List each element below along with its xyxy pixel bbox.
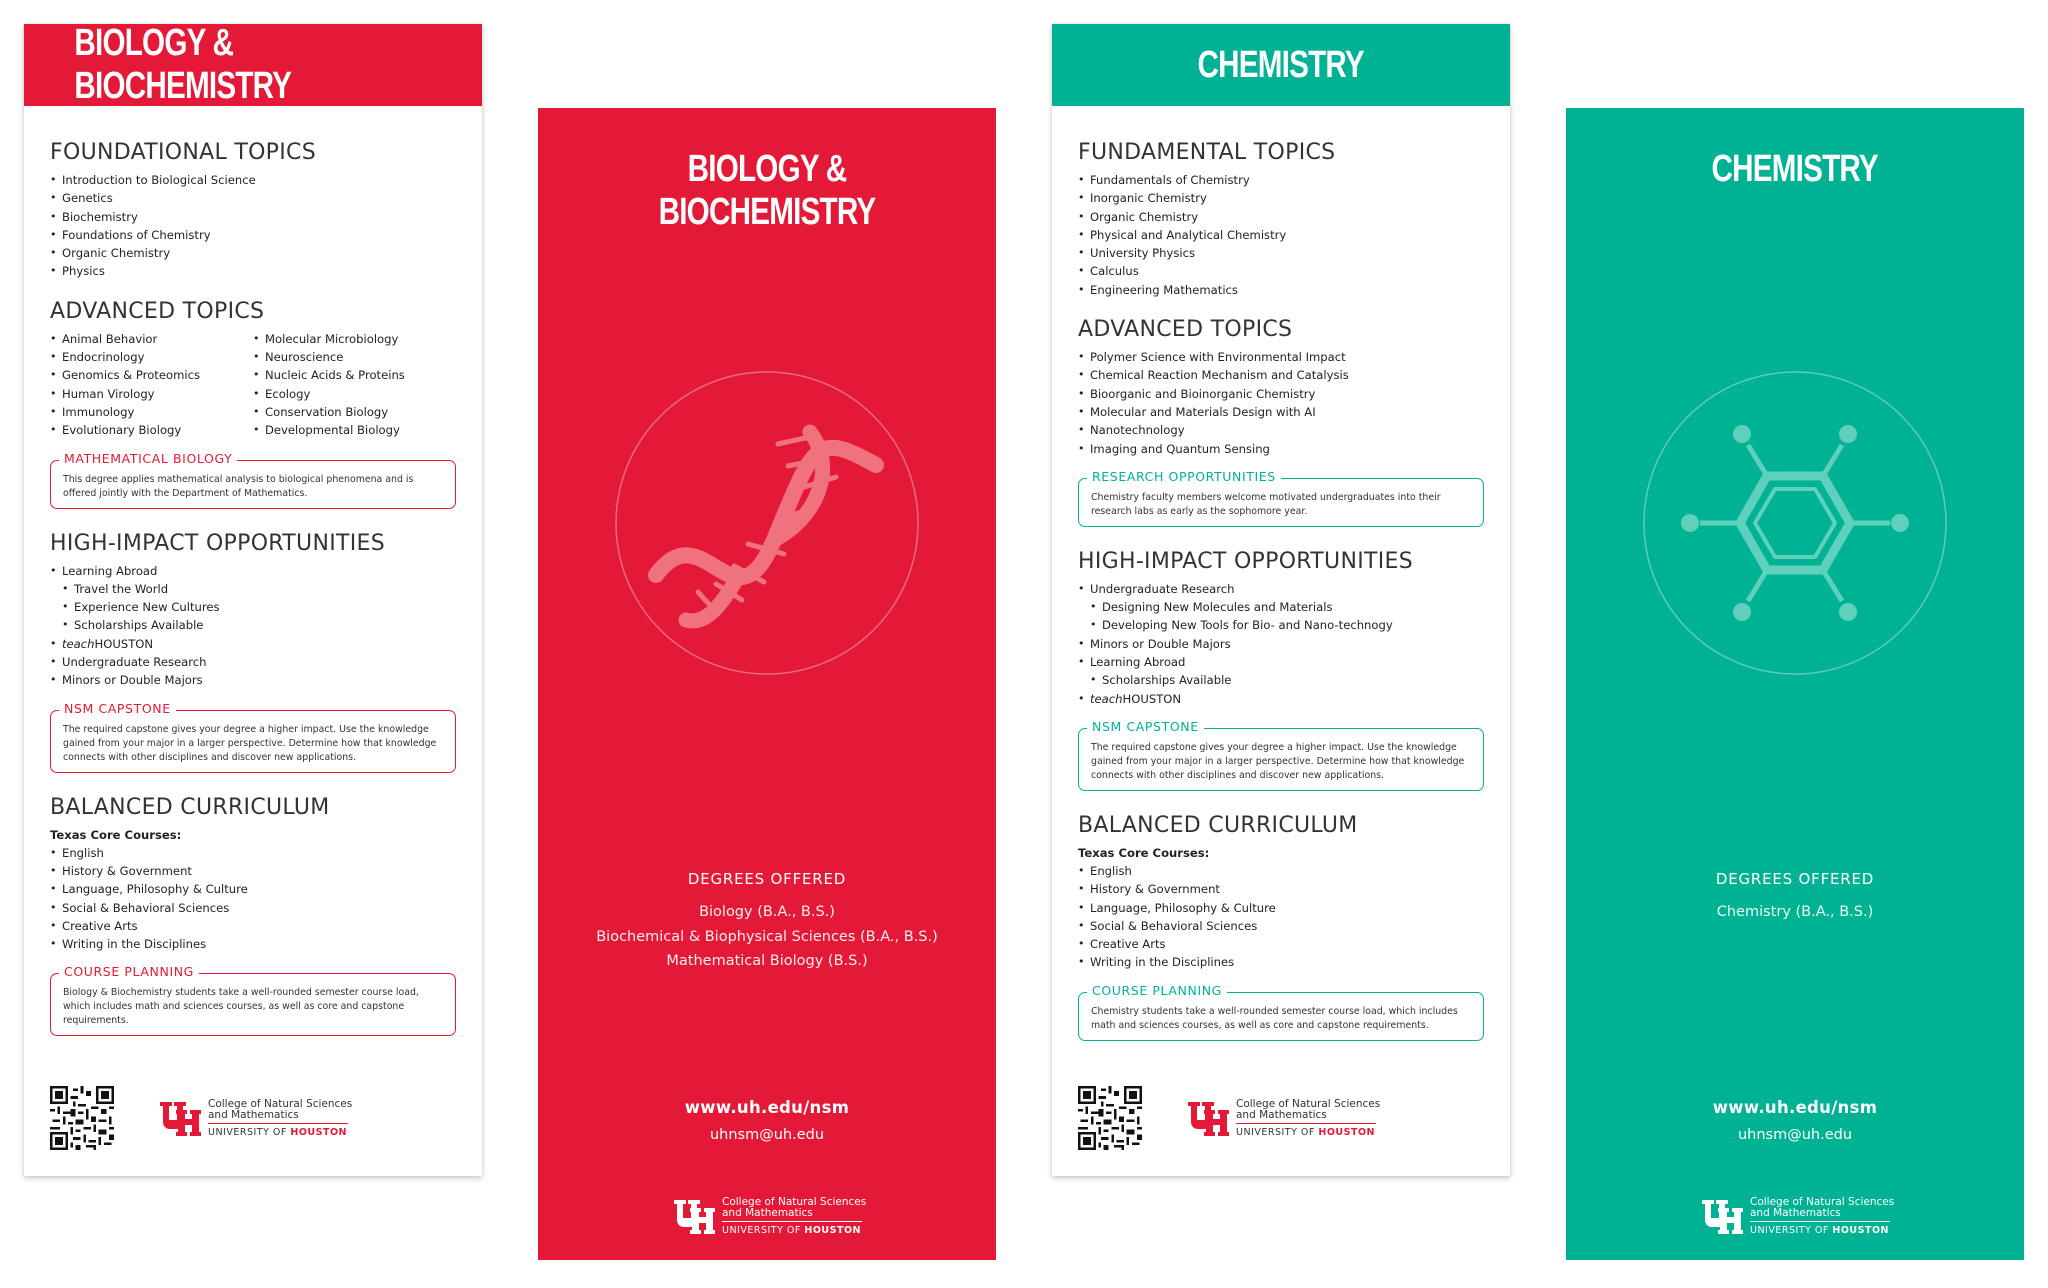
logo-line1: College of Natural Sciences bbox=[722, 1195, 867, 1208]
degree-item: Mathematical Biology (B.S.) bbox=[666, 953, 868, 969]
list-item: • Writing in the Disciplines bbox=[50, 935, 456, 953]
list-item: • Fundamentals of Chemistry bbox=[1078, 171, 1484, 189]
list-item: • Physics bbox=[50, 262, 456, 280]
texas-core-label: Texas Core Courses: bbox=[1078, 845, 1210, 860]
list-item: • Scholarships Available bbox=[50, 616, 456, 634]
logo-line3: UNIVERSITY OF HOUSTON bbox=[722, 1224, 861, 1236]
list-item: • Social & Behavioral Sciences bbox=[50, 899, 456, 917]
list-item: • Developing New Tools for Bio- and Nano-technogy bbox=[1078, 616, 1484, 634]
balanced-title: BALANCED CURRICULUM bbox=[1078, 812, 1358, 838]
list-item: • Introduction to Biological Science bbox=[50, 171, 456, 189]
callout-title: COURSE PLANNING bbox=[59, 964, 199, 979]
list-item: • Neuroscience bbox=[253, 348, 456, 366]
capstone-callout bbox=[50, 700, 456, 773]
benzene-molecule-icon bbox=[1642, 370, 1948, 676]
planning-callout bbox=[1078, 982, 1484, 1041]
planning-callout bbox=[50, 964, 456, 1036]
list-item: • Conservation Biology bbox=[253, 403, 456, 421]
list-item: • Social & Behavioral Sciences bbox=[1078, 917, 1484, 935]
uh-nsm-logo bbox=[1700, 1196, 1894, 1236]
logo-text bbox=[208, 1099, 352, 1138]
logo-line2: and Mathematics bbox=[722, 1206, 813, 1219]
list-item: • Language, Philosophy & Culture bbox=[50, 880, 456, 898]
list-item: • Language, Philosophy & Culture bbox=[1078, 899, 1484, 917]
chem-front-title: CHEMISTRY bbox=[1711, 148, 1879, 190]
logo-line1: College of Natural Sciences bbox=[1236, 1097, 1381, 1110]
advanced-lists bbox=[50, 330, 456, 440]
list-item: • Organic Chemistry bbox=[1078, 208, 1484, 226]
logo-divider bbox=[208, 1123, 348, 1124]
list-item: • Physical and Analytical Chemistry bbox=[1078, 226, 1484, 244]
callout-title: NSM CAPSTONE bbox=[59, 701, 176, 716]
logo-line2: and Mathematics bbox=[208, 1108, 299, 1121]
texas-core-label: Texas Core Courses: bbox=[50, 827, 182, 842]
list-item: • Polymer Science with Environmental Impact bbox=[1078, 348, 1484, 366]
chem-back-panel bbox=[1052, 24, 1510, 1176]
list-item: • Engineering Mathematics bbox=[1078, 281, 1484, 299]
foundational-title: FOUNDATIONAL TOPICS bbox=[50, 140, 316, 165]
list-item: • Undergraduate Research bbox=[50, 653, 456, 671]
balanced-list bbox=[1078, 862, 1484, 972]
list-item: • English bbox=[1078, 862, 1484, 880]
qr-code-icon bbox=[1078, 1086, 1142, 1150]
list-item: • Inorganic Chemistry bbox=[1078, 189, 1484, 207]
dna-helix-icon bbox=[614, 370, 920, 676]
advanced-list-col2 bbox=[253, 330, 456, 440]
teach-prefix: teach bbox=[1090, 691, 1123, 706]
list-item: • Animal Behavior bbox=[50, 330, 253, 348]
callout-text: The required capstone gives your degree a higher impact. Use the knowledge gained from your major in a larger perspective. Determine how that knowledge connects with other disciplines and discover new applications. bbox=[1091, 741, 1465, 781]
list-item: • University Physics bbox=[1078, 244, 1484, 262]
high-impact-list bbox=[50, 562, 456, 690]
logo-line3: UNIVERSITY OF HOUSTON bbox=[1236, 1126, 1375, 1138]
advanced-list-col1 bbox=[50, 330, 253, 440]
list-item: • Ecology bbox=[253, 385, 456, 403]
list-item: • Endocrinology bbox=[50, 348, 253, 366]
degrees-offered bbox=[1566, 870, 2024, 925]
callout-text: The required capstone gives your degree a higher impact. Use the knowledge gained from your major in a larger perspective. Determine how that knowledge connects with other disciplines and discover new applications. bbox=[63, 723, 437, 763]
callout-title: NSM CAPSTONE bbox=[1087, 719, 1204, 734]
list-item: • Foundations of Chemistry bbox=[50, 226, 456, 244]
list-item: • Evolutionary Biology bbox=[50, 421, 253, 439]
list-item bbox=[1078, 690, 1484, 708]
uh-nsm-logo bbox=[672, 1196, 866, 1236]
logo-line2: and Mathematics bbox=[1236, 1108, 1327, 1121]
list-item: • Immunology bbox=[50, 403, 253, 421]
capstone-callout bbox=[1078, 718, 1484, 791]
callout-text: Chemistry faculty members welcome motivated undergraduates into their research labs as early as the sophomore year. bbox=[1091, 491, 1441, 517]
callout-text: This degree applies mathematical analysis to biological phenomena and is offered jointly with the Department of Mathematics. bbox=[63, 473, 414, 499]
logo-line1: College of Natural Sciences bbox=[208, 1097, 353, 1110]
list-item: • Creative Arts bbox=[50, 917, 456, 935]
balanced-title: BALANCED CURRICULUM bbox=[50, 794, 330, 820]
list-item: • Scholarships Available bbox=[1078, 671, 1484, 689]
list-item: • Travel the World bbox=[50, 580, 456, 598]
list-item: • Genomics & Proteomics bbox=[50, 366, 253, 384]
footer bbox=[1078, 1086, 1380, 1150]
list-item: • Experience New Cultures bbox=[50, 598, 456, 616]
degrees-offered bbox=[538, 870, 996, 974]
list-item: • Writing in the Disciplines bbox=[1078, 953, 1484, 971]
list-item: • Molecular Microbiology bbox=[253, 330, 456, 348]
math-bio-callout bbox=[50, 450, 456, 509]
uh-nsm-logo bbox=[158, 1098, 352, 1138]
fundamental-list bbox=[1078, 171, 1484, 299]
callout-title: RESEARCH OPPORTUNITIES bbox=[1087, 469, 1281, 484]
high-impact-title: HIGH-IMPACT OPPORTUNITIES bbox=[50, 530, 385, 556]
degrees-title: DEGREES OFFERED bbox=[1715, 870, 1875, 888]
footer bbox=[50, 1086, 352, 1150]
list-item: • Genetics bbox=[50, 189, 456, 207]
fundamental-title: FUNDAMENTAL TOPICS bbox=[1078, 140, 1336, 165]
contact-info bbox=[1566, 1098, 2024, 1143]
advanced-title: ADVANCED TOPICS bbox=[50, 298, 265, 324]
advanced-title: ADVANCED TOPICS bbox=[1078, 317, 1293, 343]
uh-logo-icon bbox=[1186, 1098, 1230, 1138]
degree-item: Chemistry (B.A., B.S.) bbox=[1716, 904, 1874, 920]
list-item: • Human Virology bbox=[50, 385, 253, 403]
uh-logo-icon bbox=[1700, 1196, 1744, 1236]
list-item: • Calculus bbox=[1078, 262, 1484, 280]
list-item: • Minors or Double Majors bbox=[50, 671, 456, 689]
logo-text bbox=[1750, 1197, 1894, 1236]
uh-logo-icon bbox=[158, 1098, 202, 1138]
email-link[interactable]: uhnsm@uh.edu bbox=[709, 1127, 825, 1143]
list-item: • Nanotechnology bbox=[1078, 421, 1484, 439]
callout-title: MATHEMATICAL BIOLOGY bbox=[59, 451, 237, 466]
foundational-list bbox=[50, 171, 456, 281]
list-item: • Chemical Reaction Mechanism and Catalysis bbox=[1078, 366, 1484, 384]
website-link[interactable]: www.uh.edu/nsm bbox=[684, 1098, 850, 1117]
list-item: • History & Government bbox=[1078, 880, 1484, 898]
logo-divider bbox=[722, 1221, 862, 1222]
website-link[interactable]: www.uh.edu/nsm bbox=[1712, 1098, 1878, 1117]
bio-back-panel bbox=[24, 24, 482, 1176]
teach-prefix: teach bbox=[62, 636, 95, 651]
list-item: • Bioorganic and Bioinorganic Chemistry bbox=[1078, 385, 1484, 403]
bio-front-panel bbox=[538, 108, 996, 1260]
logo-line2: and Mathematics bbox=[1750, 1206, 1841, 1219]
list-item: • English bbox=[50, 844, 456, 862]
callout-text: Chemistry students take a well-rounded semester course load, which includes math and sciences courses, as well as core and capstone requirements. bbox=[1091, 1005, 1458, 1031]
list-item: • Biochemistry bbox=[50, 208, 456, 226]
logo-divider bbox=[1236, 1123, 1376, 1124]
qr-code-icon bbox=[50, 1086, 114, 1150]
bio-back-header: BIOLOGY & BIOCHEMISTRY bbox=[24, 24, 482, 106]
list-item: • Organic Chemistry bbox=[50, 244, 456, 262]
uh-nsm-logo bbox=[1186, 1098, 1380, 1138]
list-item: • Creative Arts bbox=[1078, 935, 1484, 953]
bio-front-title: BIOLOGY & BIOCHEMISTRY bbox=[658, 148, 876, 233]
high-impact-list bbox=[1078, 580, 1484, 708]
high-impact-title: HIGH-IMPACT OPPORTUNITIES bbox=[1078, 548, 1413, 574]
teach-suffix: HOUSTON bbox=[1122, 691, 1182, 706]
degrees-title: DEGREES OFFERED bbox=[687, 870, 847, 888]
list-item: • Developmental Biology bbox=[253, 421, 456, 439]
list-item bbox=[50, 635, 456, 653]
logo-divider bbox=[1750, 1221, 1890, 1222]
logo-line1: College of Natural Sciences bbox=[1750, 1195, 1895, 1208]
logo-line3: UNIVERSITY OF HOUSTON bbox=[1750, 1224, 1889, 1236]
list-item: • Nucleic Acids & Proteins bbox=[253, 366, 456, 384]
advanced-list bbox=[1078, 348, 1484, 458]
uh-logo-icon bbox=[672, 1196, 716, 1236]
email-link[interactable]: uhnsm@uh.edu bbox=[1737, 1127, 1853, 1143]
list-item: • Imaging and Quantum Sensing bbox=[1078, 440, 1484, 458]
logo-text bbox=[1236, 1099, 1380, 1138]
list-item: • Designing New Molecules and Materials bbox=[1078, 598, 1484, 616]
logo-line3: UNIVERSITY OF HOUSTON bbox=[208, 1126, 347, 1138]
list-item: • Learning Abroad bbox=[1078, 653, 1484, 671]
callout-text: Biology & Biochemistry students take a well-rounded semester course load, which includes math and sciences courses, as well as core and capstone requirements. bbox=[63, 987, 419, 1027]
balanced-list bbox=[50, 844, 456, 954]
list-item: • History & Government bbox=[50, 862, 456, 880]
teach-suffix: HOUSTON bbox=[94, 636, 154, 651]
degree-item: Biology (B.A., B.S.) bbox=[699, 904, 835, 920]
list-item: • Learning Abroad bbox=[50, 562, 456, 580]
list-item: • Molecular and Materials Design with AI bbox=[1078, 403, 1484, 421]
callout-title: COURSE PLANNING bbox=[1087, 983, 1227, 998]
list-item: • Minors or Double Majors bbox=[1078, 635, 1484, 653]
degree-item: Biochemical & Biophysical Sciences (B.A., B.S.) bbox=[596, 928, 938, 945]
logo-text bbox=[722, 1197, 866, 1236]
chem-front-panel bbox=[1566, 108, 2024, 1260]
chem-back-header: CHEMISTRY bbox=[1052, 24, 1510, 106]
list-item: • Undergraduate Research bbox=[1078, 580, 1484, 598]
contact-info bbox=[538, 1098, 996, 1143]
research-callout bbox=[1078, 468, 1484, 527]
